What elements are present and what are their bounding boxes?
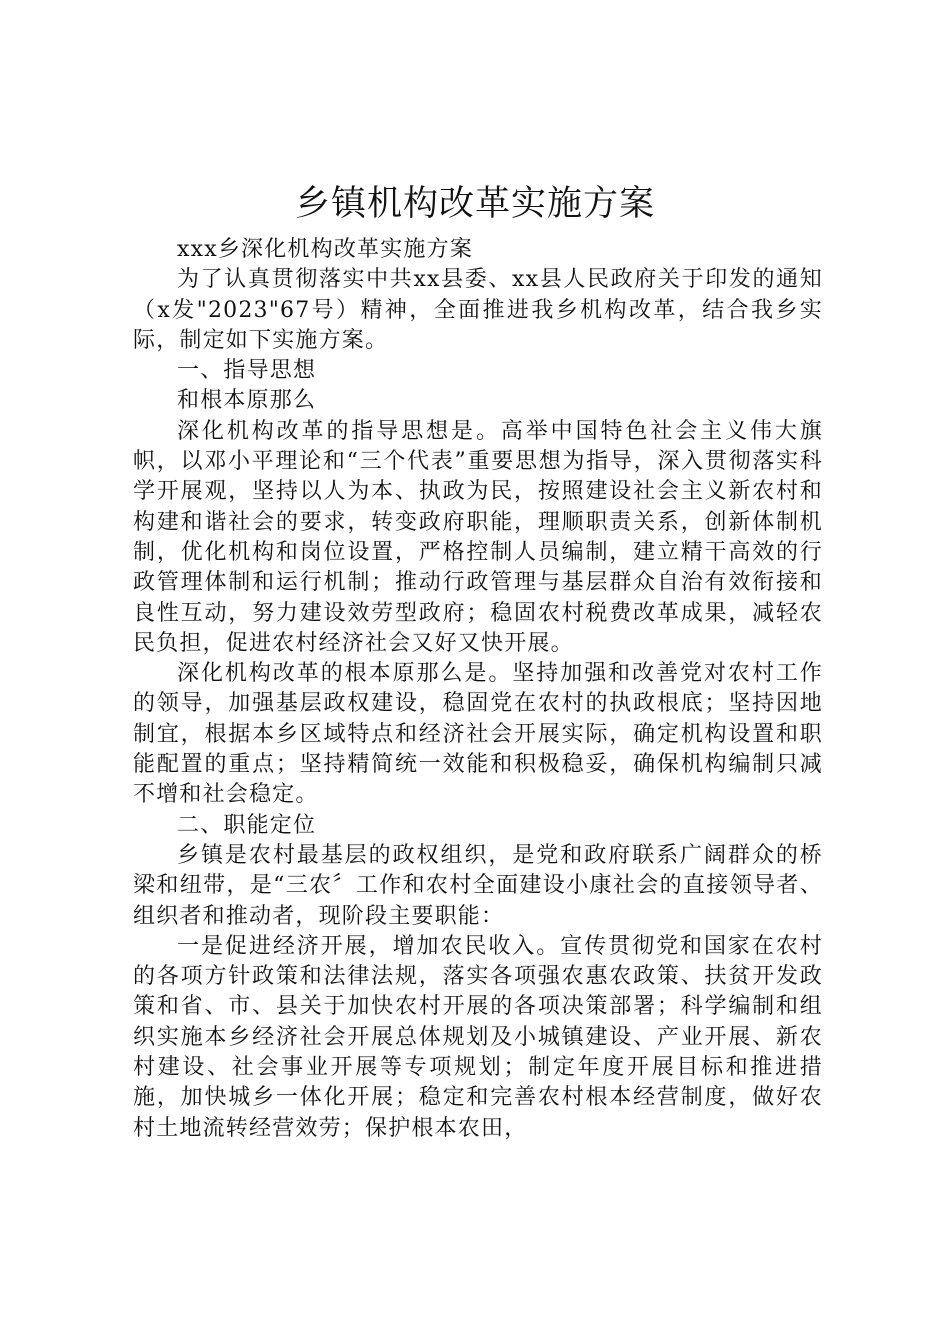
document-title: 乡镇机构改革实施方案 bbox=[294, 184, 655, 224]
guiding-thought-paragraph: 深化机构改革的指导思想是。高举中国特色社会主义伟大旗帜，以邓小平理论和“三个代表”重要思想为指导，深入贯彻落实科学开展观，坚持以人为本、执政为民，按照建设社会主义新农村和构建和谐社会的要求，转变政府职能，理顺职责关系，创新体制机制，优化机构和岗位设置，严格控制人员编制，建立精干高效的行政管理体制和运行机制；推动行政管理与基层群众自治有效衔接和良性互动，努力建设效劳型政府；稳固农村税费改革成果，减轻农民负担，促进农村经济社会又好又快开展。 bbox=[133, 418, 823, 656]
section-heading-function-positioning: 二、职能定位 bbox=[177, 812, 317, 838]
subtitle-paragraph: xxx乡深化机构改革实施方案 bbox=[177, 237, 474, 262]
function-positioning-paragraph: 乡镇是农村最基层的政权组织，是党和政府联系广阔群众的桥梁和纽带，是“三农〞工作和农村全面建设小康社会的直接领导者、组织者和推动者，现阶段主要职能： bbox=[133, 842, 823, 929]
intro-paragraph: 为了认真贯彻落实中共xx县委、xx县人民政府关于印发的通知（x发"2023"67号）精神，全面推进我乡机构改革，结合我乡实际，制定如下实施方案。 bbox=[133, 267, 823, 353]
basic-principles-paragraph: 深化机构改革的根本原那么是。坚持加强和改善党对农村工作的领导，加强基层政权建设，稳固党在农村的执政根底；坚持因地制宜，根据本乡区域特点和经济社会开展实际，确定机构设置和职能配置的重点；坚持精简统一效能和积极稳妥，确保机构编制只减不增和社会稳定。 bbox=[133, 661, 823, 808]
document-body bbox=[133, 235, 823, 1144]
section-heading-guiding-thought: 一、指导思想 bbox=[177, 358, 317, 384]
economic-development-paragraph: 一是促进经济开展，增加农民收入。宣传贯彻党和国家在农村的各项方针政策和法律法规，落实各项强农惠农政策、扶贫开发政策和省、市、县关于加快农村开展的各项决策部署；科学编制和组织实施本乡经济社会开展总体规划及小城镇建设、产业开展、新农村建设、社会事业开展等专项规划；制定年度开展目标和推进措施，加快城乡一体化开展；稳定和完善农村根本经营制度，做好农村土地流转经营效劳；保护根本农田， bbox=[133, 933, 823, 1141]
section-heading-basic-principles: 和根本原那么 bbox=[177, 388, 317, 414]
